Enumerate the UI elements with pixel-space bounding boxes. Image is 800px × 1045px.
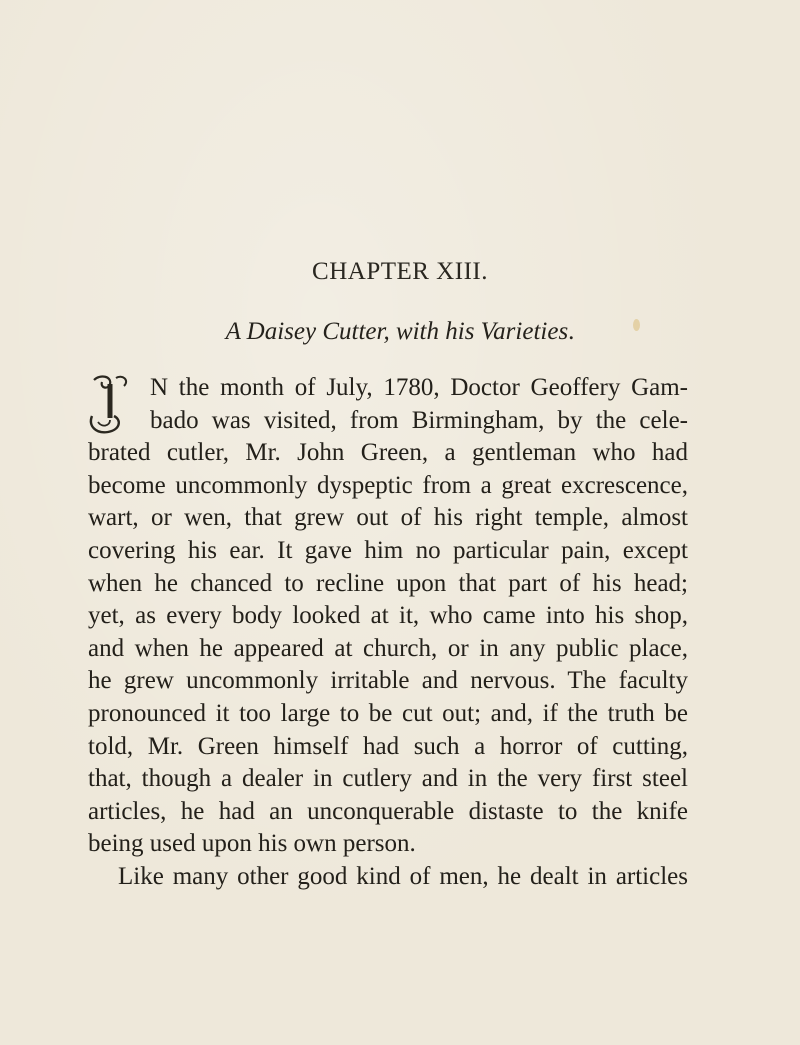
chapter-subtitle	[0, 318, 800, 346]
text-line: yet, as every body looked at it, who came into his shop,	[88, 602, 688, 630]
text-line: become uncommonly dyspeptic from a great excrescence,	[88, 471, 688, 499]
chapter-subtitle-period: .	[568, 318, 575, 345]
drop-cap	[86, 374, 144, 434]
body-text	[88, 372, 688, 894]
text-line: Like many other good kind of men, he dealt in articles	[118, 862, 688, 890]
text-line: pronounced it too large to be cut out; and, if the truth be	[88, 699, 688, 727]
text-line: he grew uncommonly irritable and nervous. The faculty	[88, 667, 688, 695]
text-line: told, Mr. Green himself had such a horror of cutting,	[88, 732, 688, 760]
text-line: bado was visited, from Birmingham, by the cele-	[150, 406, 688, 434]
text-line: when he chanced to recline upon that part of his head;	[88, 569, 688, 597]
text-line: that, though a dealer in cutlery and in the very first steel	[88, 765, 688, 793]
text-line: being used upon his own person.	[88, 830, 416, 858]
chapter-subtitle-italic: A Daisey Cutter, with his Varieties	[225, 318, 569, 345]
text-line: brated cutler, Mr. John Green, a gentleman who had	[88, 439, 688, 467]
text-line: and when he appeared at church, or in any public place,	[88, 634, 688, 662]
chapter-heading: CHAPTER XIII.	[312, 258, 488, 285]
text-line: covering his ear. It gave him no particular pain, except	[88, 536, 688, 564]
text-line: wart, or wen, that grew out of his right temple, almost	[88, 504, 688, 532]
text-line: N the month of July, 1780, Doctor Geoffery Gam-	[150, 374, 688, 401]
text-line: articles, he had an unconquerable distaste to the knife	[88, 797, 688, 825]
